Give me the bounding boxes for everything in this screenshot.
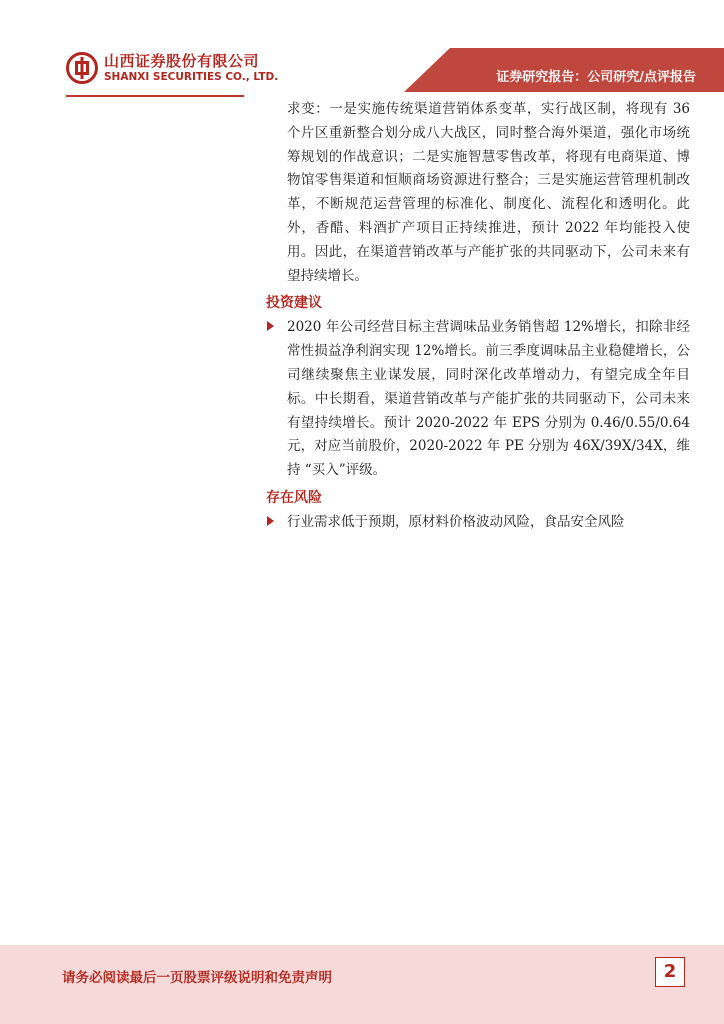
- header-divider: [66, 95, 244, 97]
- section-title-investment: 投资建议: [266, 295, 322, 312]
- company-name-en: SHANXI SECURITIES CO., LTD.: [104, 71, 279, 83]
- arrow-bullet-icon: [267, 321, 274, 331]
- list-item-risk: [258, 511, 690, 535]
- section-title-risk: 存在风险: [266, 489, 322, 506]
- page-header: [0, 0, 724, 100]
- report-type-label: 证券研究报告：公司研究/点评报告: [496, 70, 696, 85]
- company-logo-icon: [66, 52, 98, 84]
- bullet-text-risk: 行业需求低于预期，原材料价格波动风险，食品安全风险: [287, 513, 625, 530]
- list-item-investment: [258, 316, 690, 483]
- page-number: 2: [655, 957, 685, 987]
- company-name: [104, 52, 278, 84]
- arrow-bullet-icon: [267, 516, 274, 526]
- intro-paragraph: 求变：一是实施传统渠道营销体系变革，实行战区制，将现有 36 个片区重新整合划分成八大战区，同时整合海外渠道，强化市场统筹规划的作战意识；二是实施智慧零售改革，将现有电商渠道、博物馆零售渠道和恒顺商场资源进行整合；三是实施运营管理机制改革，不断规范运营管理的标准化、制度化、流程化和透明化。此外，香醋、料酒扩产项目正持续推进，预计 2022 年均能投入使用。因此，在渠道营销改革与产能扩张的共同驱动下，公司未来有望持续增长。: [287, 101, 690, 284]
- main-content: [258, 98, 690, 535]
- disclaimer-text: 请务必阅读最后一页股票评级说明和免责声明: [62, 970, 332, 986]
- bullet-text-investment: 2020 年公司经营目标主营调味品业务销售超 12%增长，扣除非经常性损益净利润实现 12%增长。前三季度调味品主业稳健增长，公司继续聚焦主业谋发展，同时深化改革增动力，有望完成全年目标。中长期看，渠道营销改革与产能扩张的共同驱动下，公司未来有望持续增长。预计 2020-2022 年 EPS 分别为 0.46/0.55/0.64 元，对应当前股价，2020-2022 年 PE 分别为 46X/39X/34X，维持 “买入”评级。: [287, 319, 690, 479]
- company-name-cn: 山西证券股份有限公司: [104, 52, 260, 70]
